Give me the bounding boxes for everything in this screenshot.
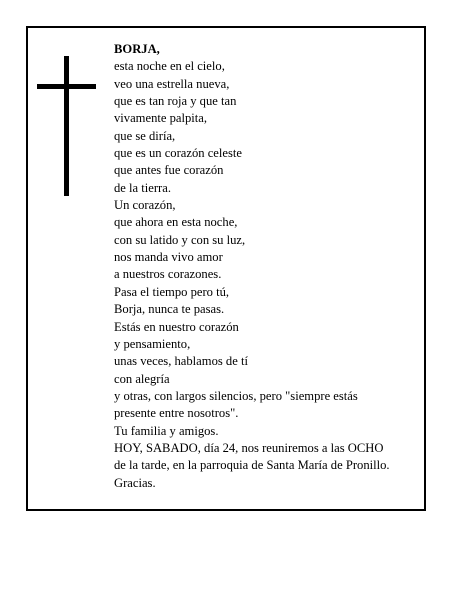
cross-vertical-bar — [64, 56, 69, 196]
poem-line: Borja, nunca te pasas. — [114, 302, 225, 317]
notice-text — [114, 41, 420, 492]
poem-line: Un corazón, — [114, 198, 176, 213]
event-location-line: de la tarde, en la parroquia de Santa María de Pronillo. — [114, 458, 390, 473]
poem-line: con alegría — [114, 371, 170, 386]
cross-horizontal-bar — [37, 84, 96, 89]
deceased-name: BORJA, — [114, 42, 160, 56]
poem-line: y pensamiento, — [114, 336, 191, 351]
poem-line: que se diría, — [114, 128, 176, 143]
poem-line: y otras, con largos silencios, pero "siempre estás — [114, 388, 358, 403]
event-announcement-line: HOY, SABADO, día 24, nos reuniremos a las OCHO — [114, 440, 384, 455]
poem-line: esta noche en el cielo, — [114, 59, 225, 74]
poem-line: de la tierra. — [114, 180, 171, 195]
poem-line: a nuestros corazones. — [114, 267, 222, 282]
poem-line: nos manda vivo amor — [114, 250, 223, 265]
poem-line: Pasa el tiempo pero tú, — [114, 284, 230, 299]
poem-line: que antes fue corazón — [114, 163, 224, 178]
poem-line: que ahora en esta noche, — [114, 215, 238, 230]
poem-line: con su latido y con su luz, — [114, 232, 246, 247]
poem-line: presente entre nosotros". — [114, 406, 239, 421]
signature-line: Tu familia y amigos. — [114, 423, 219, 438]
poem-line: que es un corazón celeste — [114, 146, 242, 161]
poem-line: que es tan roja y que tan — [114, 94, 237, 109]
poem-line: veo una estrella nueva, — [114, 76, 230, 91]
thanks-line: Gracias. — [114, 475, 156, 490]
poem-line: unas veces, hablamos de tí — [114, 354, 248, 369]
poem-line: Estás en nuestro corazón — [114, 319, 239, 334]
poem-line: vivamente palpita, — [114, 111, 208, 126]
